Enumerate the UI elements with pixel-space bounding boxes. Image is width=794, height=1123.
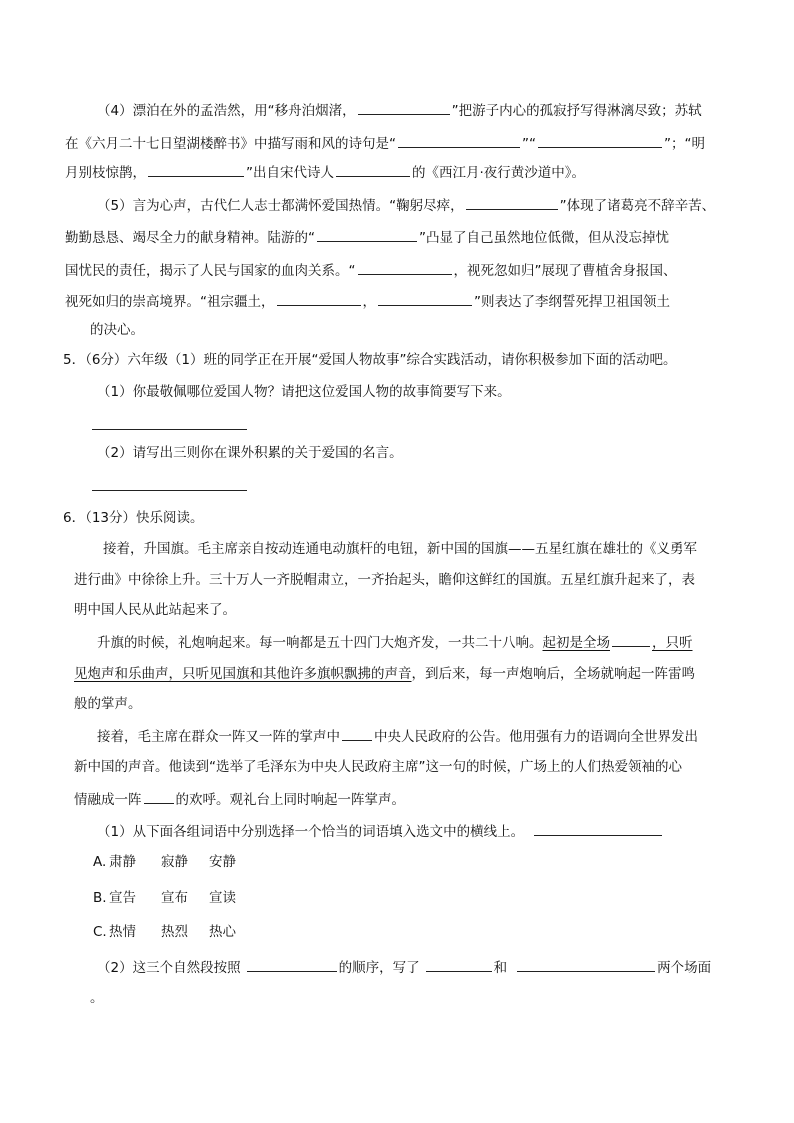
q6-header: 6．（13分）快乐阅读。 <box>63 510 204 526</box>
answer-blank[interactable] <box>534 821 662 836</box>
underlined-text: 见炮声和乐曲声，只听见国旗和其他许多旗帜飘拂的声音 <box>74 666 412 682</box>
option-letter: C. <box>93 924 107 940</box>
answer-blank[interactable] <box>358 100 450 115</box>
text: 两个场面 <box>657 960 712 976</box>
option-word[interactable]: 肃静 <box>109 854 136 870</box>
text: 在《六月二十七日望湖楼醉书》中描写雨和风的诗句是“ <box>65 136 396 152</box>
text: 视死如归的崇高境界。“祖宗疆土， <box>65 294 275 310</box>
underlined-text: 起初是全场 <box>542 635 610 651</box>
q6-p1-line3: 明中国人民从此站起来了。 <box>74 602 236 618</box>
answer-blank[interactable] <box>336 162 410 177</box>
text: 的欢呼。观礼台上同时响起一阵掌声。 <box>175 792 405 808</box>
q5-header: 5．（6分）六年级（1）班的同学正在开展“爱国人物故事”综合实践活动，请你积极参加下面的活动吧。 <box>63 352 677 368</box>
q4-item4-line2 <box>65 133 705 154</box>
q6-sub2-end: 。 <box>90 990 104 1006</box>
q4-item4-line3 <box>65 162 585 183</box>
option-word[interactable]: 宣告 <box>109 890 136 906</box>
q6-option-c <box>93 922 236 942</box>
option-word[interactable]: 热情 <box>109 924 136 940</box>
answer-blank[interactable] <box>277 291 361 306</box>
option-word[interactable]: 安静 <box>209 854 236 870</box>
text: 的顺序，写了 <box>338 960 420 976</box>
answer-blank[interactable] <box>342 726 372 741</box>
answer-blank[interactable] <box>426 957 492 972</box>
text: 情融成一阵 <box>74 792 142 808</box>
text: 国忧民的责任，揭示了人民与国家的血肉关系。“ <box>65 263 356 279</box>
text: （4）漂泊在外的孟浩然，用“移舟泊烟渚， <box>97 103 356 119</box>
answer-blank[interactable] <box>148 162 244 177</box>
text: 接着，毛主席在群众一阵又一阵的掌声中 <box>97 729 340 745</box>
answer-blank[interactable] <box>538 133 662 148</box>
answer-blank[interactable] <box>378 291 472 306</box>
q6-option-b <box>93 888 236 908</box>
q5-sub2: （2）请写出三则你在课外积累的关于爱国的名言。 <box>97 445 403 461</box>
q6-p2-line1 <box>97 632 693 653</box>
option-letter: A. <box>93 854 107 870</box>
q6-option-a <box>93 852 236 872</box>
option-word[interactable]: 宣读 <box>209 890 236 906</box>
text: ， <box>362 294 376 310</box>
q6-sub1 <box>97 821 664 842</box>
q5-answer-line-1[interactable] <box>92 429 247 430</box>
text: （1）从下面各组词语中分别选择一个恰当的词语填入选文中的横线上。 <box>97 824 525 840</box>
underlined-text: ，只听 <box>652 635 693 651</box>
q4-item5-line1 <box>97 195 715 216</box>
q4-item4-line1 <box>97 100 702 121</box>
text: ”凸显了自己虽然地位低微，但从没忘掉忧 <box>419 230 669 246</box>
q6-p3-line2: 新中国的声音。他读到“选举了毛泽东为中央人民政府主席”这一句的时候，广场上的人们热爱领袖的心 <box>74 759 682 775</box>
option-word[interactable]: 热烈 <box>161 924 188 940</box>
option-word[interactable]: 寂静 <box>161 854 188 870</box>
text: ”把游子内心的孤寂抒写得淋漓尽致；苏轼 <box>451 103 702 119</box>
answer-blank[interactable] <box>247 957 337 972</box>
q6-p1-line1: 接着，升国旗。毛主席亲自按动连通电动旗杆的电钮，新中国的国旗——五星红旗在雄壮的《义勇军 <box>103 541 697 557</box>
text: （5）言为心声，古代仁人志士都满怀爱国热情。“鞠躬尽瘁， <box>97 198 464 214</box>
answer-blank[interactable] <box>612 632 650 647</box>
text: （2）这三个自然段按照 <box>97 960 241 976</box>
text: ，视死忽如归”展现了曹植舍身报国、 <box>453 263 677 279</box>
text: 的《西江月·夜行黄沙道中》。 <box>412 165 586 181</box>
text: 月别枝惊鹊， <box>65 165 146 181</box>
q4-item5-line4 <box>65 291 670 312</box>
q4-item5-line5: 的决心。 <box>90 322 144 338</box>
option-letter: B. <box>93 890 107 906</box>
text: ，到后来，每一声炮响后，全场就响起一阵雷鸣 <box>411 666 695 682</box>
q6-sub2 <box>97 957 711 978</box>
text: 升旗的时候，礼炮响起来。每一响都是五十四门大炮齐发，一共二十八响。 <box>97 635 543 651</box>
q6-p1-line2: 进行曲》中徐徐上升。三十万人一齐脱帽肃立，一齐抬起头，瞻仰这鲜红的国旗。五星红旗升起来了，表 <box>74 572 695 588</box>
q6-p3-line1 <box>97 726 698 747</box>
q4-item5-line2 <box>65 227 669 248</box>
q6-p3-line3 <box>74 789 405 810</box>
answer-blank[interactable] <box>358 260 452 275</box>
text: 勤勤恳恳、竭尽全力的献身精神。陆游的“ <box>65 230 315 246</box>
q6-p2-line2 <box>74 664 695 684</box>
text: 和 <box>493 960 508 976</box>
answer-blank[interactable] <box>398 133 520 148</box>
option-word[interactable]: 热心 <box>209 924 236 940</box>
text: ”；“明 <box>664 136 705 152</box>
text: ”出自宋代诗人 <box>246 165 334 181</box>
answer-blank[interactable] <box>317 227 417 242</box>
q5-sub1: （1）你最敬佩哪位爱国人物？请把这位爱国人物的故事简要写下来。 <box>97 384 511 400</box>
text: ”则表达了李纲誓死捍卫祖国领土 <box>474 294 670 310</box>
q6-p2-line3: 般的掌声。 <box>74 696 142 712</box>
text: 中央人民政府的公告。他用强有力的语调向全世界发出 <box>374 729 698 745</box>
q4-item5-line3 <box>65 260 677 281</box>
answer-blank[interactable] <box>466 195 558 210</box>
text: ”体现了诸葛亮不辞辛苦、 <box>559 198 716 214</box>
answer-blank[interactable] <box>517 957 655 972</box>
text: ”“ <box>522 136 536 152</box>
option-word[interactable]: 宣布 <box>161 890 188 906</box>
q5-answer-line-2[interactable] <box>92 490 247 491</box>
answer-blank[interactable] <box>144 789 174 804</box>
